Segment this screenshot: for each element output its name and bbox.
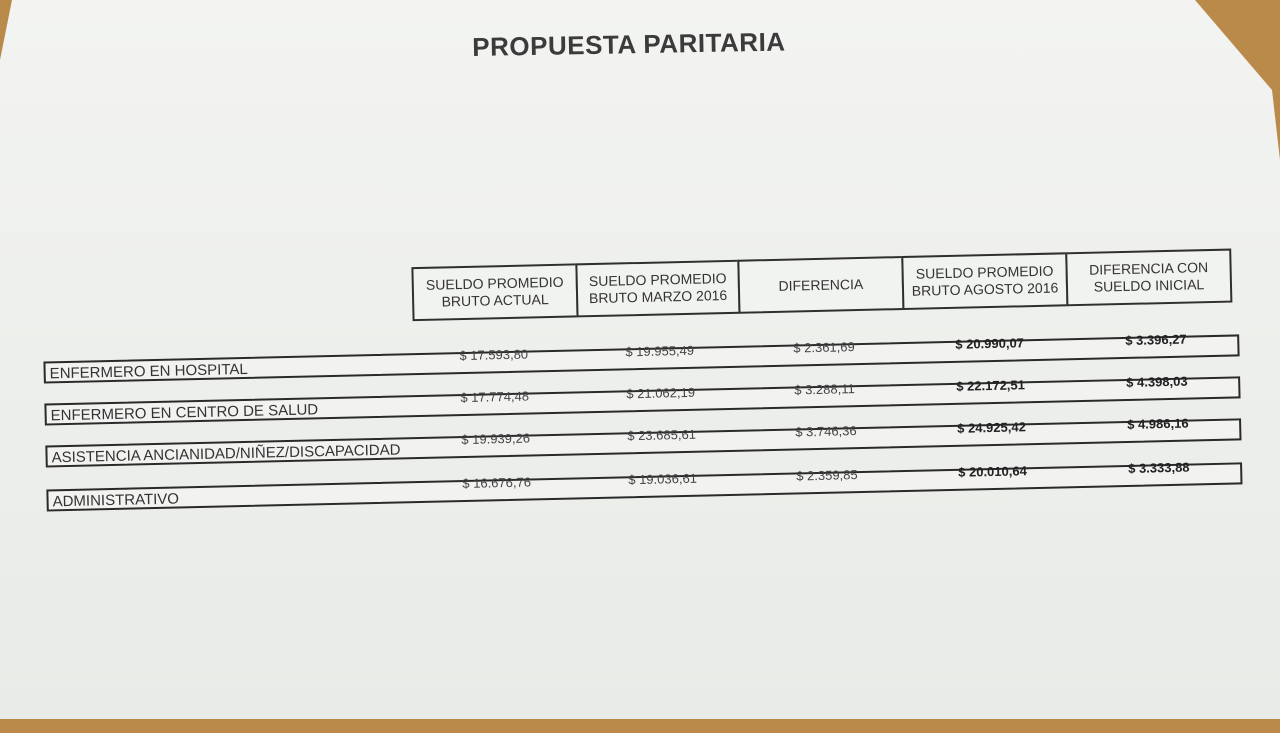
row-label: ENFERMERO EN CENTRO DE SALUD xyxy=(50,401,319,425)
header-diferencia-inicial: DIFERENCIA CON SUELDO INICIAL xyxy=(1065,249,1232,307)
cell-dif-inicial: $ 3.333,88 xyxy=(1127,459,1190,476)
header-sueldo-agosto: SUELDO PROMEDIO BRUTO AGOSTO 2016 xyxy=(901,252,1068,310)
row-label: ADMINISTRATIVO xyxy=(52,490,180,511)
cell-diferencia: $ 2.361,69 xyxy=(793,339,855,356)
cell-agosto: $ 22.172,51 xyxy=(956,377,1026,394)
cell-dif-inicial: $ 3.396,27 xyxy=(1125,331,1187,348)
cell-diferencia: $ 3.746,36 xyxy=(795,423,857,440)
cell-marzo: $ 23.685,61 xyxy=(627,426,697,444)
cell-diferencia: $ 2.359,85 xyxy=(796,467,858,484)
cell-agosto: $ 20.990,07 xyxy=(955,335,1025,352)
document-title: PROPUESTA PARITARIA xyxy=(472,26,786,62)
table-row xyxy=(46,459,1242,511)
cell-dif-inicial: $ 4.986,16 xyxy=(1126,415,1189,432)
cell-actual: $ 17.593,80 xyxy=(459,346,529,364)
table-row xyxy=(43,331,1239,383)
cell-marzo: $ 19.955,49 xyxy=(625,342,695,360)
cell-actual: $ 16.676,76 xyxy=(462,474,532,492)
cell-diferencia: $ 3.288,11 xyxy=(794,381,855,398)
cell-agosto: $ 24.925,42 xyxy=(957,419,1027,436)
cell-agosto: $ 20.010,64 xyxy=(958,463,1028,480)
table-row xyxy=(45,415,1241,467)
cell-marzo: $ 21.062,19 xyxy=(626,384,696,402)
row-label: ASISTENCIA ANCIANIDAD/NIÑEZ/DISCAPACIDAD xyxy=(51,441,401,467)
cell-actual: $ 19.939,26 xyxy=(461,430,531,448)
header-sueldo-actual: SUELDO PROMEDIO BRUTO ACTUAL xyxy=(411,263,578,321)
row-label: ENFERMERO EN HOSPITAL xyxy=(49,360,248,383)
table-header xyxy=(411,249,1232,322)
cell-marzo: $ 19.036,61 xyxy=(628,470,698,488)
cell-actual: $ 17.774,48 xyxy=(460,388,530,406)
header-diferencia: DIFERENCIA xyxy=(737,256,904,314)
cell-dif-inicial: $ 4.398,03 xyxy=(1126,373,1188,390)
table-row xyxy=(44,373,1240,425)
header-sueldo-marzo: SUELDO PROMEDIO BRUTO MARZO 2016 xyxy=(575,260,740,318)
